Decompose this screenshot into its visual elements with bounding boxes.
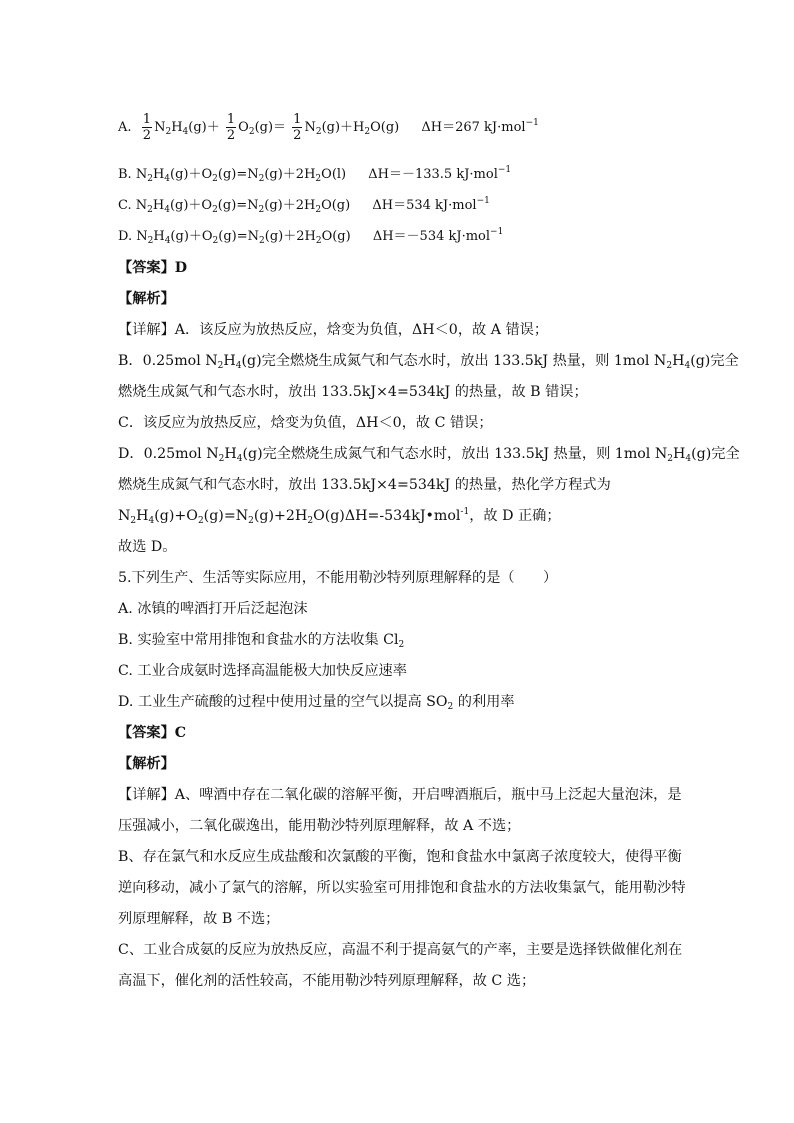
fraction: $\frac{1}{2}$	[226, 112, 236, 143]
detail-q4-line-3: 燃烧生成氮气和气态水时，放出 133.5kJ×4=534kJ 的热量，故 B 错误；	[118, 384, 588, 400]
question-5-option-d: D. 工业生产硫酸的过程中使用过量的空气以提高 $SO_2$ 的利用率	[118, 694, 515, 712]
detail-q5-line-1: 【详解】A、啤酒中存在二氧化碳的溶解平衡，开启啤酒瓶后，瓶中马上泛起大量泡沫，是	[118, 787, 682, 803]
question-5-stem: 5.下列生产、生活等实际应用，不能用勒沙特列原理解释的是（ ）	[118, 570, 558, 586]
detail-q5-line-5: 列原理解释，故 B 不选；	[118, 911, 280, 927]
question-5-option-b: B. 实验室中常用排饱和食盐水的方法收集 $Cl_2$	[118, 632, 405, 650]
question-5-option-a: A. 冰镇的啤酒打开后泛起泡沫	[118, 601, 308, 617]
option-c: C. $N_2H_4(g)+O_2(g)=N_2(g)+2H_2O(g)$ ΔH＝534 kJ·mol$^{-1}$	[118, 196, 490, 215]
detail-q4-line-1: 【详解】A．该反应为放热反应，焓变为负值，ΔH＜0，故 A 错误；	[118, 322, 549, 338]
analysis-q5: 【解析】	[118, 756, 175, 772]
detail-q4-line-8: 故选 D。	[118, 539, 177, 555]
option-d: D. $N_2H_4(g)+O_2(g)=N_2(g)+2H_2O(g)$ ΔH＝－534 kJ·mol$^{-1}$	[118, 227, 504, 246]
option-a: A. $\frac{1}{2}$ $N_2H_4(g)+$ $\frac{1}{2}$ $O_2(g)=$ $\frac{1}{2}$ $N_2(g)+H_2O(g)$ ΔH＝267 kJ·mol$^{-1}$	[118, 112, 539, 143]
detail-q4-line-4: C．该反应为放热反应，焓变为负值，ΔH＜0，故 C 错误；	[118, 415, 493, 431]
fraction: $\frac{1}{2}$	[142, 112, 152, 143]
answer-q4: 【答案】D	[118, 260, 188, 276]
detail-q5-line-7: 高温下，催化剂的活性较高，不能用勒沙特列原理解释，故 C 选；	[118, 973, 536, 989]
fraction: $\frac{1}{2}$	[293, 112, 302, 143]
answer-q5: 【答案】C	[118, 725, 187, 741]
detail-q4-line-2: B．0.25mol $N_2H_4(g)$完全燃烧生成氮气和气态水时，放出 133.5kJ 热量，则 1mol $N_2H_4(g)$完全	[118, 353, 739, 371]
question-5-option-c: C. 工业合成氨时选择高温能极大加快反应速率	[118, 663, 407, 679]
detail-q5-line-2: 压强减小，二氧化碳逸出，能用勒沙特列原理解释，故 A 不选；	[118, 818, 521, 834]
detail-q5-line-6: C、工业合成氨的反应为放热反应，高温不利于提高氨气的产率，主要是选择铁做催化剂在	[118, 942, 683, 958]
detail-q5-line-3: B、存在氯气和水反应生成盐酸和次氯酸的平衡，饱和食盐水中氯离子浓度较大，使得平衡	[118, 849, 682, 865]
option-b: B. $N_2H_4(g)+O_2(g)=N_2(g)+2H_2O(l)$ ΔH＝－133.5 kJ·mol$^{-1}$	[118, 165, 512, 184]
analysis-q4: 【解析】	[118, 291, 175, 307]
option-a-label: A.	[118, 120, 132, 135]
detail-q4-line-7: $N_2H_4(g)+O_2(g)=N_2(g)+2H_2O(g)\Delta H=-534kJ•mol^{-1}$，故 D 正确；	[118, 507, 561, 526]
detail-q5-line-4: 逆向移动，减小了氯气的溶解，所以实验室可用排饱和食盐水的方法收集氯气，能用勒沙特	[118, 880, 686, 896]
detail-q4-line-5: D．0.25mol $N_2H_4(g)$完全燃烧生成氮气和气态水时，放出 133.5kJ 热量，则 1mol $N_2H_4(g)$完全	[118, 446, 740, 464]
detail-q4-line-6: 燃烧生成氮气和气态水时，放出 133.5kJ×4=534kJ 的热量，热化学方程式为	[118, 477, 611, 493]
